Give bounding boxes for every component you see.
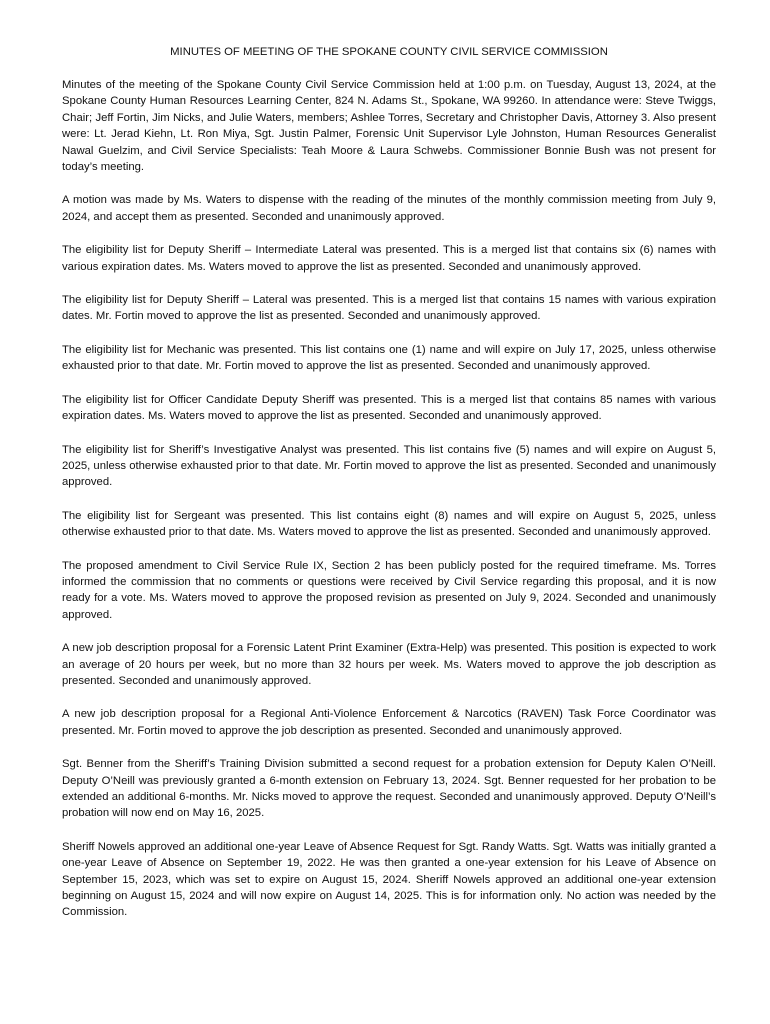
paragraph-deputy-lateral: The eligibility list for Deputy Sheriff – Lateral was presented. This is a merged list that contains 15 names with various expiration dates. Mr. Fortin moved to approve the list as presented. Seconded and unanimously approved. [62,294,716,323]
paragraph-deputy-intermediate-lateral: The eligibility list for Deputy Sheriff – Intermediate Lateral was presented. This is a merged list that contains six (6) names with various expiration dates. Ms. Waters moved to approve the list as presented. Seconded and unanimously approved. [62,244,716,273]
paragraph-leave-of-absence: Sheriff Nowels approved an additional one-year Leave of Absence Request for Sgt. Randy Watts. Sgt. Watts was initially granted a one-year Leave of Absence on September 19, 2022. He was then granted a one-year extension for his Leave of Absence on September 15, 2023, which was set to expire on August 15, 2024. Sheriff Nowels approved an additional one-year extension beginning on August 15, 2024 and will now expire on August 14, 2025. This is for information only. No action was needed by the Commission. [62,840,716,919]
paragraph-rule-amendment: The proposed amendment to Civil Service Rule IX, Section 2 has been publicly posted for the required timeframe. Ms. Torres informed the commission that no comments or questions were received by Civil Service regarding this proposal, and it is now ready for a vote. Ms. Waters moved to approve the proposed revision as presented on July 9, 2024. Seconded and unanimously approved. [62,559,716,621]
paragraph-raven-coordinator: A new job description proposal for a Regional Anti-Violence Enforcement & Narcotics (RAVEN) Task Force Coordinator was presented. Mr. Fortin moved to approve the job description as presented. Seconded and unanimously approved. [62,708,716,737]
paragraph-probation-extension: Sgt. Benner from the Sheriff’s Training Division submitted a second request for a probation extension for Deputy Kalen O’Neill. Deputy O’Neill was previously granted a 6-month extension on February 13, 2024. Sgt. Benner requested for her probation to be extended an additional 6-months. Mr. Nicks moved to approve the request. Seconded and unanimously approved. Deputy O’Neill’s probation will now end on May 16, 2025. [62,758,716,820]
paragraph-investigative-analyst: The eligibility list for Sheriff’s Investigative Analyst was presented. This list contains five (5) names and will expire on August 5, 2025, unless otherwise exhausted prior to that date. Mr. Fortin moved to approve the list as presented. Seconded and unanimously approved. [62,443,716,489]
document-title: MINUTES OF MEETING OF THE SPOKANE COUNTY CIVIL SERVICE COMMISSION [170,46,608,58]
paragraph-latent-print-examiner: A new job description proposal for a Forensic Latent Print Examiner (Extra-Help) was presented. This position is expected to work an average of 20 hours per week, but no more than 32 hours per week. Ms. Waters moved to approve the job description as presented. Seconded and unanimously approved. [62,642,716,687]
document-page [62,44,716,938]
paragraph-attendance: Minutes of the meeting of the Spokane County Civil Service Commission held at 1:00 p.m. on Tuesday, August 13, 2024, at the Spokane County Human Resources Learning Center, 824 N. Adams St., Spokane, WA 99260. In attendance were: Steve Twiggs, Chair; Jeff Fortin, Jim Nicks, and Julie Waters, members; Ashlee Torres, Secretary and Christopher Davis, Attorney 3. Also present were: Lt. Jerad Kiehn, Lt. Ron Miya, Sgt. Justin Palmer, Forensic Unit Supervisor Lyle Johnston, Human Resources Generalist Nawal Guelzim, and Civil Service Specialists: Teah Moore & Laura Schwebs. Commissioner Bonnie Bush was not present for today’s meeting. [62,79,716,174]
paragraph-previous-minutes: A motion was made by Ms. Waters to dispense with the reading of the minutes of the monthly commission meeting from July 9, 2024, and accept them as presented. Seconded and unanimously approved. [62,194,716,223]
paragraph-sergeant: The eligibility list for Sergeant was presented. This list contains eight (8) names and will expire on August 5, 2025, unless otherwise exhausted prior to that date. Ms. Waters moved to approve the list as presented. Seconded and unanimously approved. [62,509,716,539]
paragraph-officer-candidate: The eligibility list for Officer Candidate Deputy Sheriff was presented. This is a merged list that contains 85 names with various expiration dates. Ms. Waters moved to approve the list as presented. Seconded and unanimously approved. [62,393,716,423]
paragraph-mechanic: The eligibility list for Mechanic was presented. This list contains one (1) name and will expire on July 17, 2025, unless otherwise exhausted prior to that date. Mr. Fortin moved to approve the list as presented. Seconded and unanimously approved. [62,343,716,373]
